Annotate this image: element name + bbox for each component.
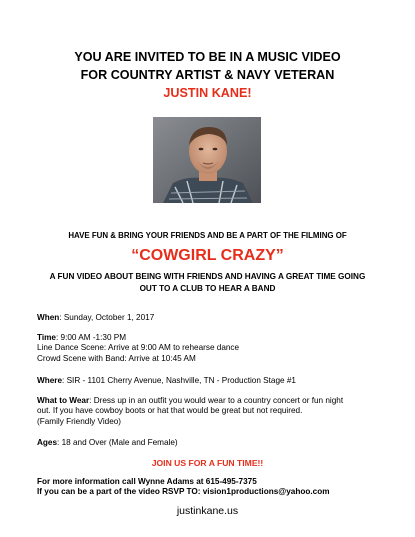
description-line-2: OUT TO A CLUB TO HEAR A BAND	[139, 284, 276, 293]
intro-text: HAVE FUN & BRING YOUR FRIENDS AND BE A PART OF THE FILMING OF	[68, 231, 347, 240]
website-link[interactable]: justinkane.us	[176, 505, 239, 517]
time-value: : 9:00 AM -1:30 PM	[55, 333, 127, 342]
contact-block	[37, 477, 387, 498]
ages-row	[37, 438, 387, 448]
description-line-1: A FUN VIDEO ABOUT BEING WITH FRIENDS AND HAVING A GREAT TIME GOING	[49, 272, 366, 281]
when-value: : Sunday, October 1, 2017	[59, 313, 155, 322]
what-to-wear-block	[37, 396, 387, 427]
wear-value-2: out. If you have cowboy boots or hat that would be great but not required.	[37, 406, 303, 416]
ages-label: Ages	[37, 438, 58, 447]
headline-line-2: FOR COUNTRY ARTIST & NAVY VETERAN	[80, 68, 335, 82]
contact-line-2: If you can be a part of the video RSVP TO: vision1productions@yahoo.com	[37, 487, 330, 497]
time-label: Time	[37, 333, 56, 342]
headline-line-1: YOU ARE INVITED TO BE IN A MUSIC VIDEO	[74, 50, 341, 64]
crowd-scene-info: Crowd Scene with Band: Arrive at 10:45 AM	[37, 353, 196, 363]
artist-photo	[153, 117, 261, 203]
where-value: : SIR - 1101 Cherry Avenue, Nashville, TN - Production Stage #1	[62, 376, 296, 385]
when-label: When	[37, 313, 60, 322]
where-label: Where	[37, 376, 63, 385]
line-dance-info: Line Dance Scene: Arrive at 9:00 AM to rehearse dance	[37, 343, 240, 353]
wear-value-1: : Dress up in an outfit you would wear to a country concert or fun night	[89, 396, 344, 405]
where-row	[37, 376, 387, 386]
time-block	[37, 333, 387, 364]
ages-value: : 18 and Over (Male and Female)	[57, 438, 178, 447]
wear-label: What to Wear	[37, 396, 90, 405]
call-to-action: JOIN US FOR A FUN TIME!!	[151, 458, 264, 468]
contact-line-1: For more information call Wynne Adams at 615-495-7375	[37, 477, 257, 486]
song-title: “COWGIRL CRAZY”	[131, 247, 284, 264]
wear-value-3: (Family Friendly Video)	[37, 416, 122, 426]
artist-name: JUSTIN KANE!	[163, 86, 252, 100]
when-row	[37, 313, 387, 323]
